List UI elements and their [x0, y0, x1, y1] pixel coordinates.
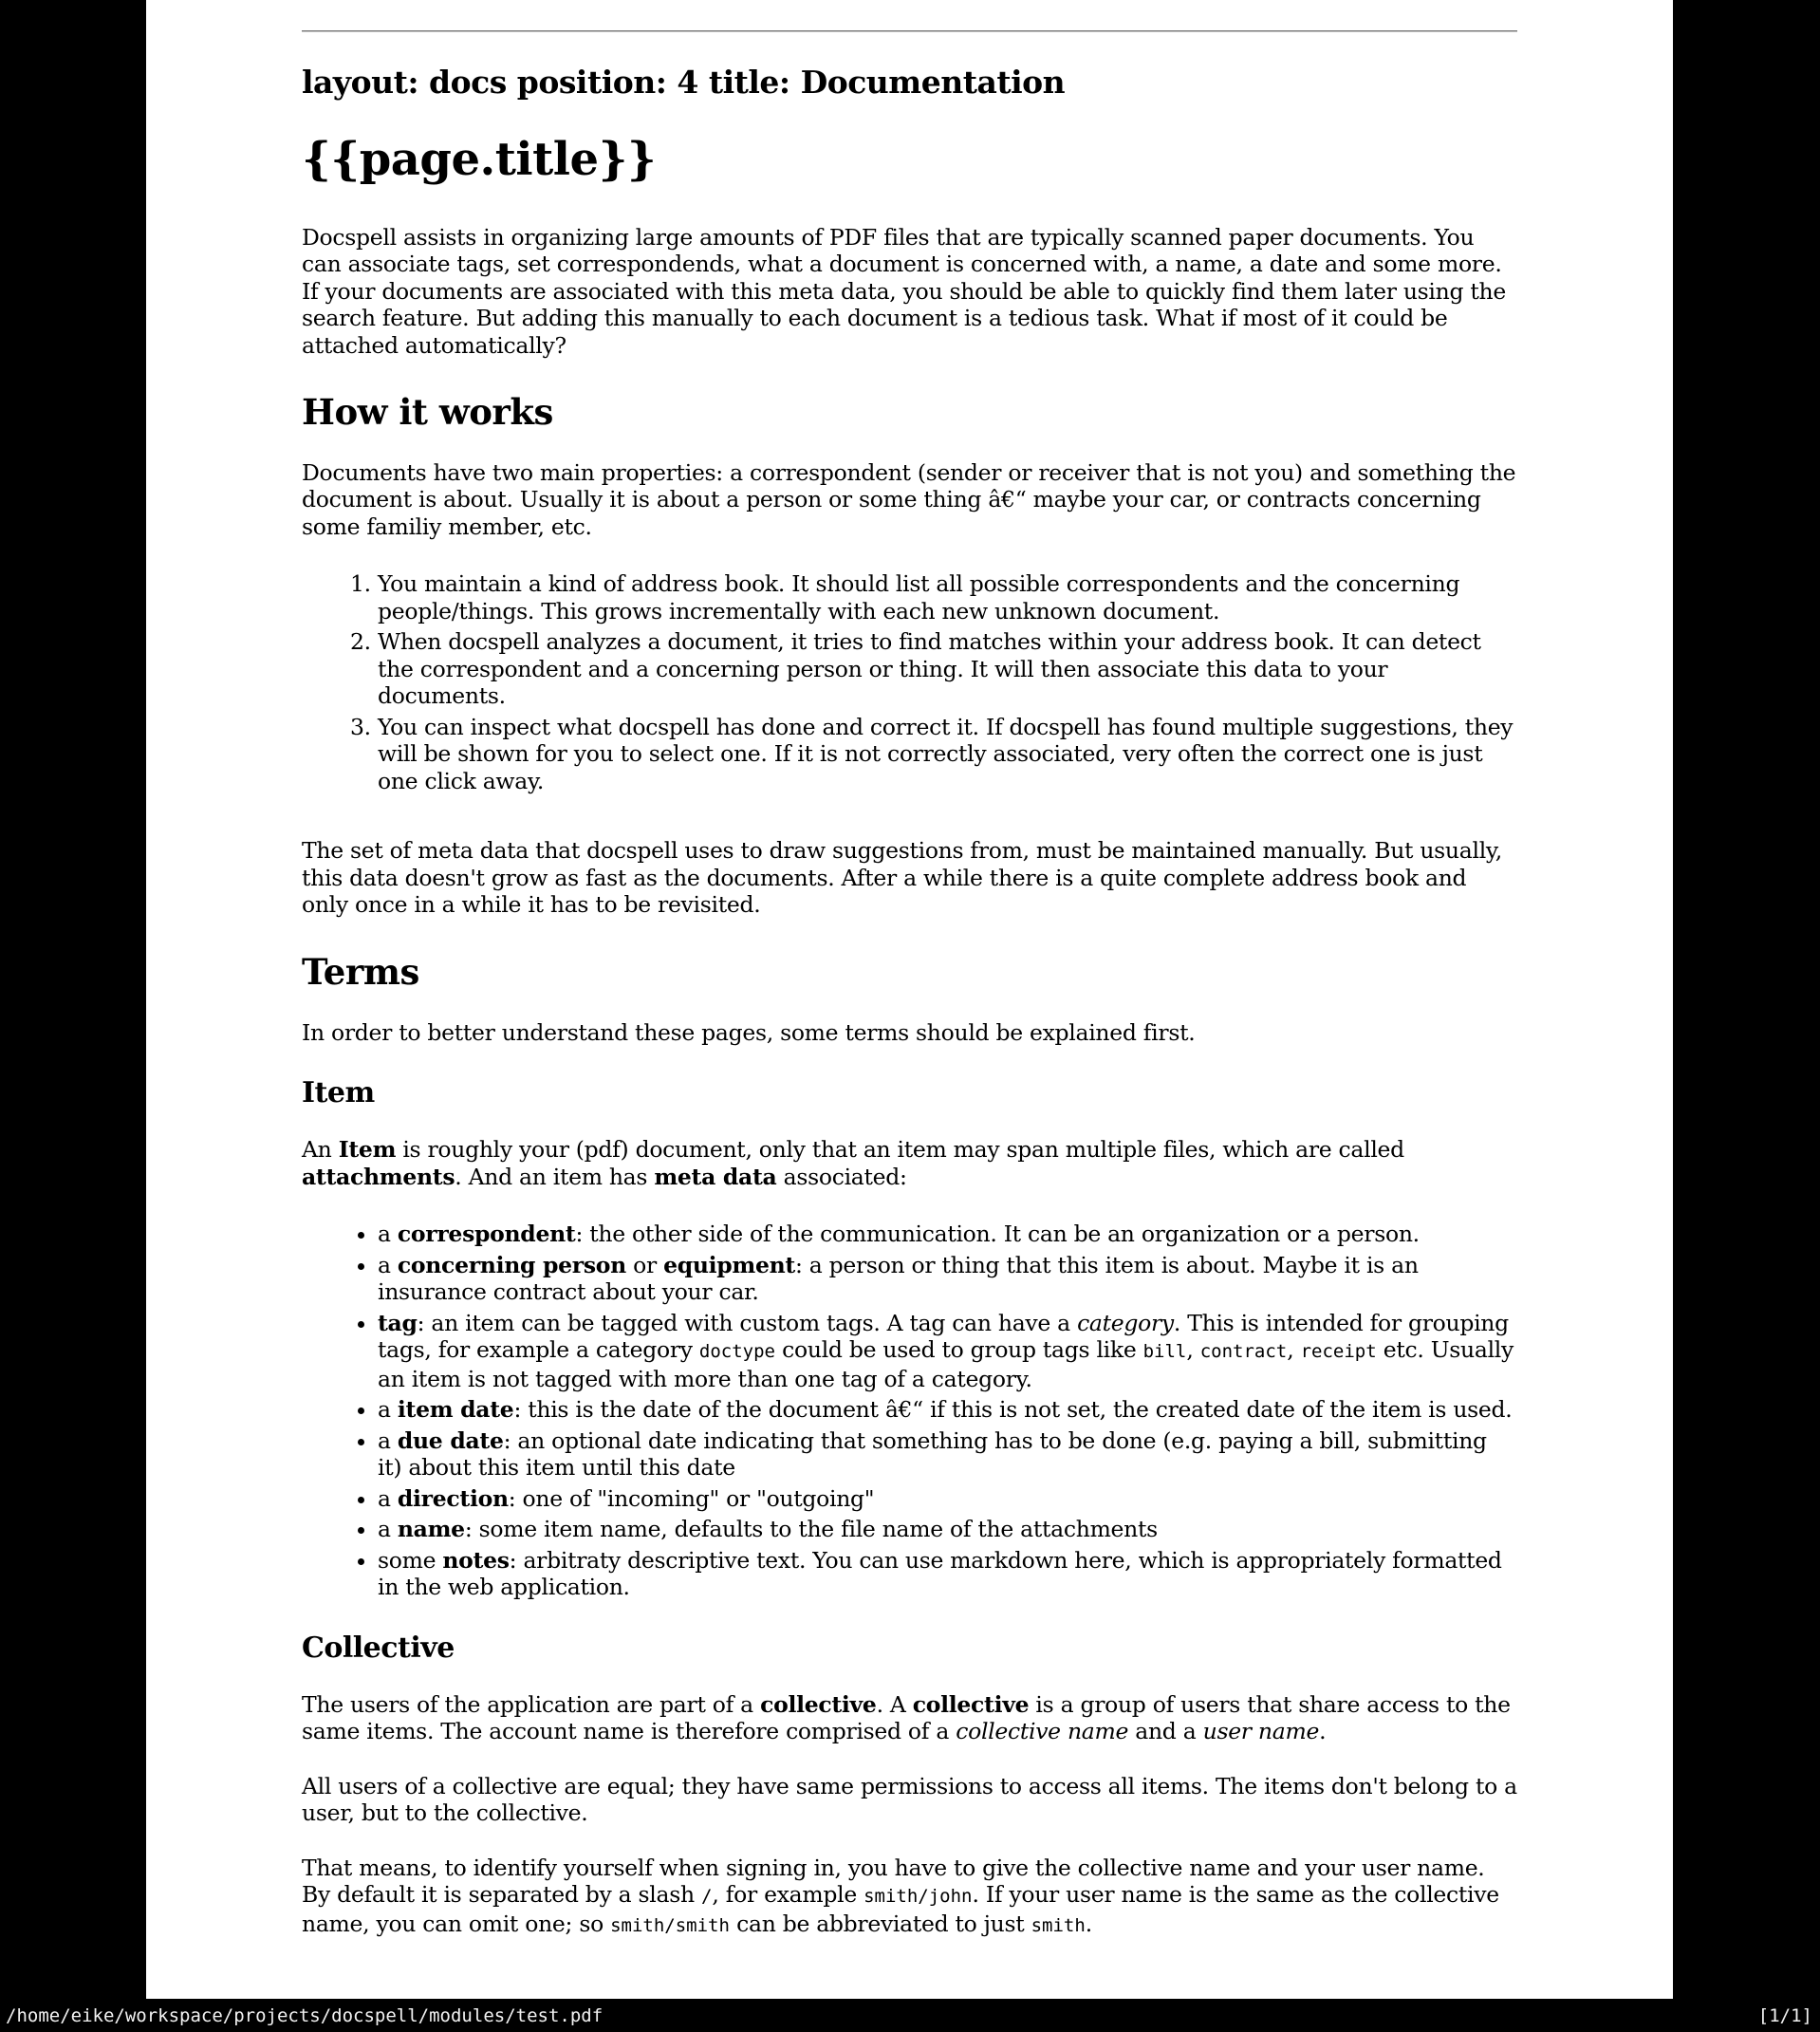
metadata-item: • a due date: an optional date indicating that something has to be done (e.g. paying a bill, submitting it) about this item until this date — [378, 1427, 1517, 1482]
metadata-item: • tag: an item can be tagged with custom tags. A tag can have a category. This is intended for grouping tags, for example a category doctype could be used to group tags like bill, contract, receipt etc. Usually an item is not tagged with more than one tag of a category. — [378, 1310, 1517, 1393]
terms-intro-paragraph: In order to better understand these pages, some terms should be explained first. — [302, 1018, 1196, 1046]
pdf-content — [146, 30, 1673, 1939]
meta-data-paragraph: The set of meta data that docspell uses to draw suggestions from, must be maintained manually. But usually, this data doesn't grow as fast as the documents. After a while there is a quite complete address book and only once in a while it has to be revisited. — [302, 837, 1502, 919]
frontmatter-heading: layout: docs position: 4 title: Documentation — [302, 64, 1066, 101]
properties-paragraph: Documents have two main properties: a correspondent (sender or receiver that is not you) and something the document is about. Usually it is about a person or some thing â€“ maybe your car, or contracts concerning some familiy member, etc. — [302, 458, 1516, 540]
workflow-step: 3. You can inspect what docspell has done and correct it. If docspell has found multiple suggestions, they will be shown for you to select one. If it is not correctly associated, very often the correct one is just one click away. — [378, 714, 1517, 795]
sign-in-paragraph: That means, to identify yourself when signing in, you have to give the collective name and your user name. By default it is separated by a slash /, for example smith/john. If your user name is the same as the collective name, you can omit one; so smith/smith can be abbreviated to just smith. — [302, 1854, 1499, 1937]
metadata-item: • a correspondent: the other side of the communication. It can be an organization or a person. — [378, 1221, 1517, 1248]
collective-paragraph: The users of the application are part of a collective. A collective is a group of users that share access to the same items. The account name is therefore comprised of a collective name and a user name. — [302, 1690, 1511, 1745]
page-indicator: [1/1] — [1757, 2004, 1812, 2026]
workflow-step: 2. When docspell analyzes a document, it tries to find matches within your address book. It can detect the correspondent and a concerning person or thing. It will then associate this data to your documents. — [378, 628, 1517, 710]
pdf-page — [146, 0, 1673, 1999]
status-bar — [0, 1999, 1820, 2032]
workflow-step: 1. You maintain a kind of address book. It should list all possible correspondents and the concerning people/things. This grows incrementally with each new unknown document. — [378, 570, 1517, 625]
file-path: /home/eike/workspace/projects/docspell/modules/test.pdf — [6, 2004, 604, 2026]
item-heading: Item — [302, 1076, 375, 1110]
metadata-item: • a concerning person or equipment: a person or thing that this item is about. Maybe it is an insurance contract about your car. — [378, 1252, 1517, 1306]
item-metadata-list — [302, 1221, 1517, 1601]
metadata-item: • some notes: arbitraty descriptive text. You can use markdown here, which is appropriately formatted in the web application. — [378, 1547, 1517, 1601]
item-intro-paragraph: An Item is roughly your (pdf) document, only that an item may span multiple files, which are called attachments. And an item has meta data associated: — [302, 1136, 1404, 1190]
terms-heading: Terms — [302, 950, 419, 993]
page-title: {{page.title}} — [302, 132, 657, 186]
collective-heading: Collective — [302, 1631, 455, 1665]
metadata-item: • a name: some item name, defaults to the file name of the attachments — [378, 1516, 1517, 1543]
how-it-works-heading: How it works — [302, 391, 553, 434]
metadata-item: • a item date: this is the date of the document â€“ if this is not set, the created date of the item is used. — [378, 1396, 1517, 1424]
collective-permissions-paragraph: All users of a collective are equal; they have same permissions to access all items. The items don't belong to a user, but to the collective. — [302, 1772, 1517, 1827]
top-rule — [302, 30, 1517, 32]
workflow-list — [302, 570, 1517, 794]
metadata-item: • a direction: one of "incoming" or "outgoing" — [378, 1485, 1517, 1513]
intro-paragraph: Docspell assists in organizing large amounts of PDF files that are typically scanned paper documents. You can associate tags, set correspondends, what a document is concerned with, a name, a date and some more. If your documents are associated with this meta data, you should be able to quickly find them later using the search feature. But adding this manually to each document is a tedious task. What if most of it could be attached automatically? — [302, 223, 1506, 359]
